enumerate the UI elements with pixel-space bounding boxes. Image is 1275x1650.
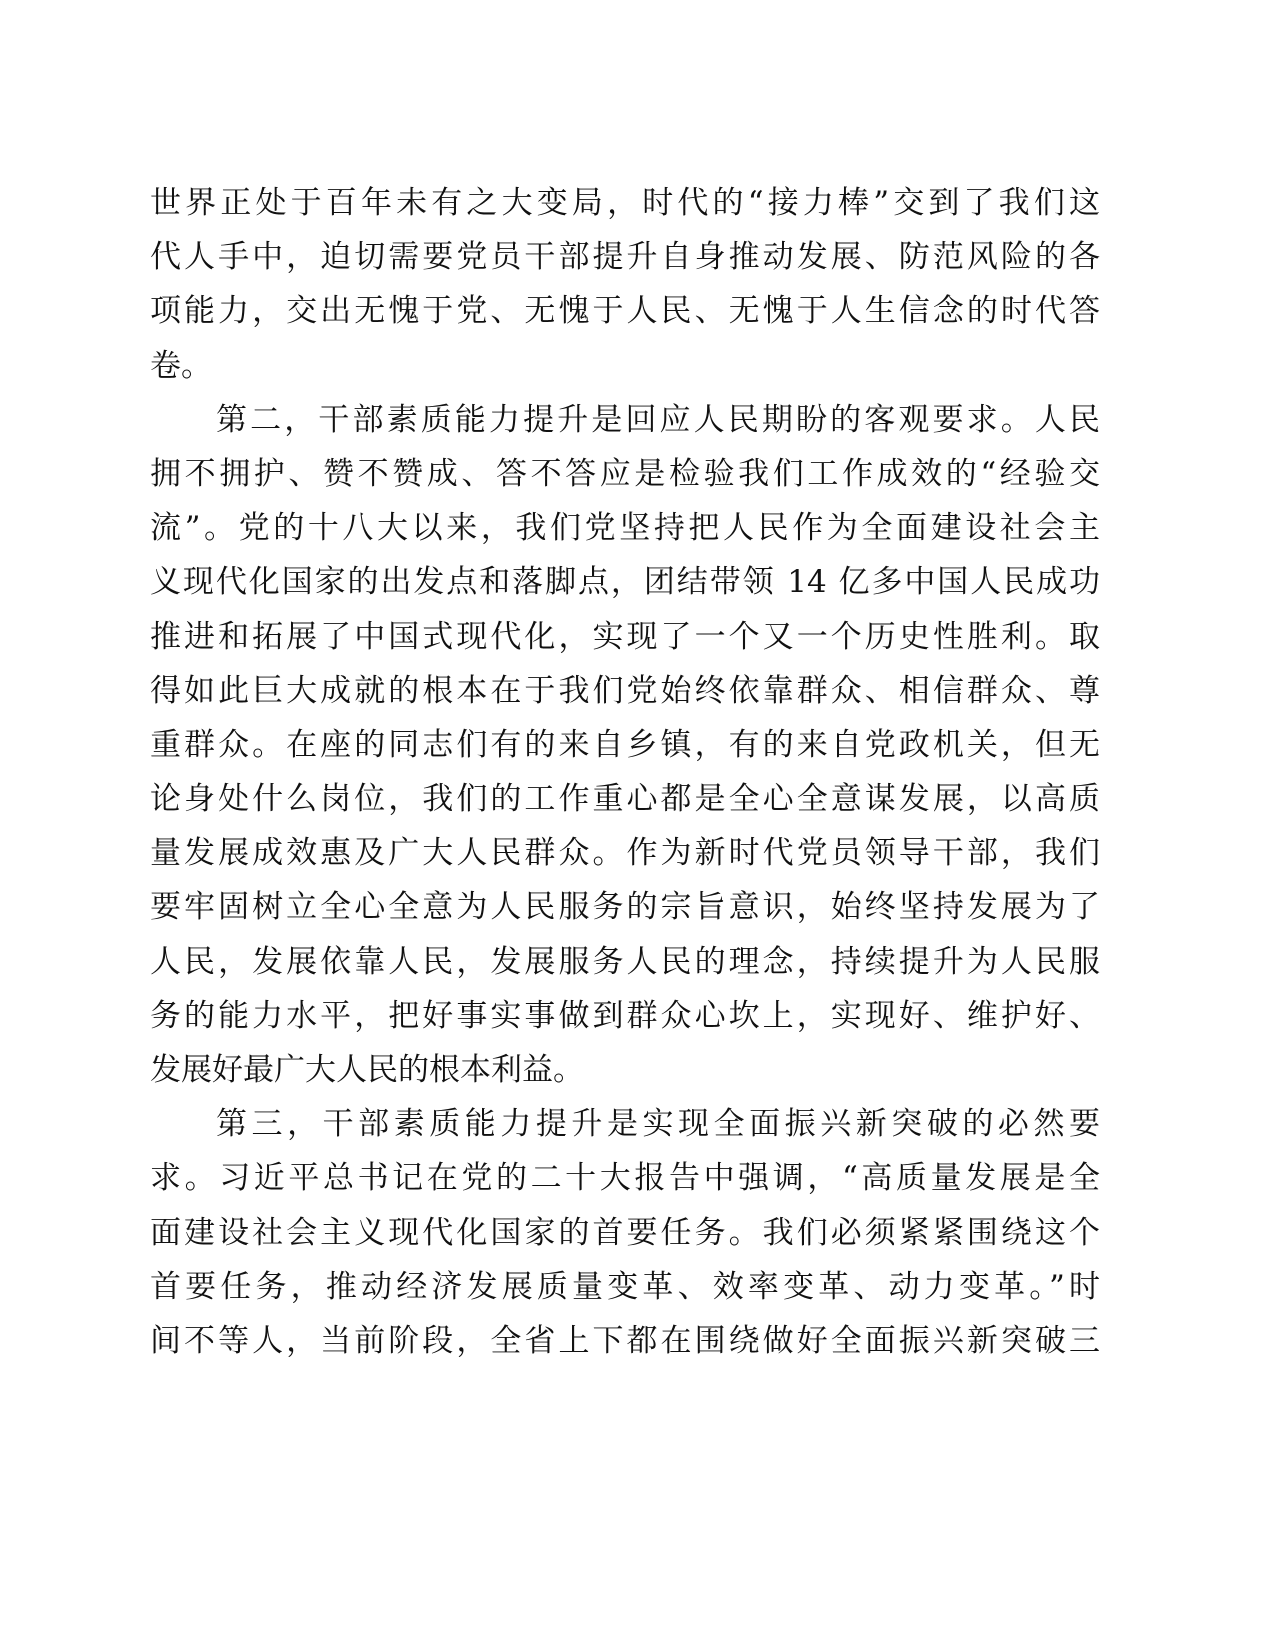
text-line: 拥不拥护、赞不赞成、答不答应是检验我们工作成效的“经验交	[150, 455, 1100, 492]
text-line: 人民，发展依靠人民，发展服务人民的理念，持续提升为人民服	[150, 943, 1100, 980]
text-line: 义现代化国家的出发点和落脚点，团结带领 14 亿多中国人民成功	[150, 564, 1100, 601]
text-line: 要牢固树立全心全意为人民服务的宗旨意识，始终坚持发展为了	[150, 889, 1100, 926]
text-line: 世界正处于百年未有之大变局，时代的“接力棒”交到了我们这	[150, 185, 1100, 221]
text-line: 面建设社会主义现代化国家的首要任务。我们必须紧紧围绕这个	[150, 1214, 1100, 1251]
body-text	[150, 176, 1100, 1368]
text-line: 项能力，交出无愧于党、无愧于人民、无愧于人生信念的时代答	[150, 293, 1100, 330]
paragraph-start-line: 第二，干部素质能力提升是回应人民期盼的客观要求。人民	[216, 401, 1100, 438]
text-line: 推进和拓展了中国式现代化，实现了一个又一个历史性胜利。取	[150, 618, 1100, 655]
text-line: 求。习近平总书记在党的二十大报告中强调，“高质量发展是全	[150, 1160, 1100, 1197]
text-line: 论身处什么岗位，我们的工作重心都是全心全意谋发展，以高质	[150, 781, 1100, 818]
text-line: 发展好最广大人民的根本利益。	[150, 1052, 584, 1088]
text-line: 间不等人，当前阶段，全省上下都在围绕做好全面振兴新突破三	[150, 1322, 1100, 1359]
text-line: 首要任务，推动经济发展质量变革、效率变革、动力变革。”时	[150, 1268, 1100, 1305]
text-line: 流”。党的十八大以来，我们党坚持把人民作为全面建设社会主	[150, 510, 1100, 547]
text-line: 量发展成效惠及广大人民群众。作为新时代党员领导干部，我们	[150, 835, 1100, 872]
paragraph-start-line: 第三，干部素质能力提升是实现全面振兴新突破的必然要	[216, 1106, 1100, 1143]
text-line: 代人手中，迫切需要党员干部提升自身推动发展、防范风险的各	[150, 239, 1100, 276]
text-line: 得如此巨大成就的根本在于我们党始终依靠群众、相信群众、尊	[150, 672, 1100, 709]
text-line: 卷。	[150, 347, 212, 384]
text-line: 务的能力水平，把好事实事做到群众心坎上，实现好、维护好、	[150, 997, 1100, 1034]
text-line: 重群众。在座的同志们有的来自乡镇，有的来自党政机关，但无	[150, 726, 1100, 763]
